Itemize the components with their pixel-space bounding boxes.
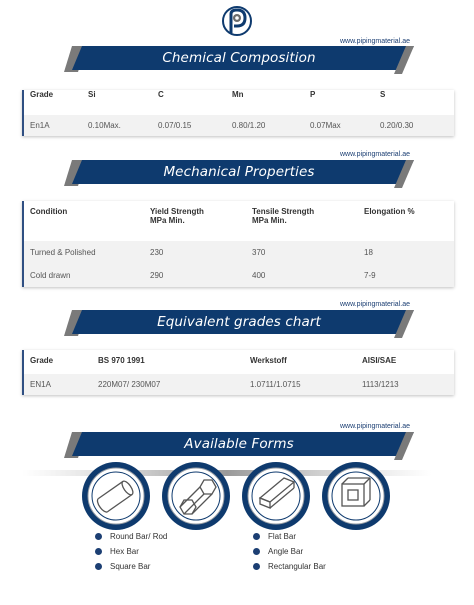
chem-header-s: S bbox=[380, 90, 386, 99]
mech-header-condition: Condition bbox=[30, 207, 68, 216]
mechanical-table bbox=[22, 201, 454, 287]
list-item: Angle Bar bbox=[253, 547, 326, 562]
website-label: www.pipingmaterial.ae bbox=[339, 38, 410, 45]
equivalent-table bbox=[22, 350, 454, 395]
table-row: Cold drawn 290 400 7-9 bbox=[24, 264, 454, 287]
chem-header-c: C bbox=[158, 90, 164, 99]
equivalent-title: Equivalent grades chart bbox=[157, 314, 321, 330]
mech-header-yield: Yield Strength MPa Min. bbox=[150, 207, 204, 225]
forms-list-right bbox=[253, 532, 326, 577]
equiv-header-werkstoff: Werkstoff bbox=[250, 356, 287, 365]
website-label: www.pipingmaterial.ae bbox=[339, 301, 410, 308]
table-row: Turned & Polished 230 370 18 bbox=[24, 241, 454, 264]
equiv-header-grade: Grade bbox=[30, 356, 54, 365]
chem-header-mn: Mn bbox=[232, 90, 244, 99]
chemical-banner bbox=[64, 46, 414, 70]
equivalent-banner bbox=[64, 310, 414, 334]
website-label: www.pipingmaterial.ae bbox=[339, 423, 410, 430]
chem-header-si: Si bbox=[88, 90, 96, 99]
square-bar-icon bbox=[322, 462, 390, 530]
list-item: Flat Bar bbox=[253, 532, 326, 547]
chemical-table bbox=[22, 90, 454, 136]
website-label: www.pipingmaterial.ae bbox=[339, 151, 410, 158]
equiv-header-aisi: AISI/SAE bbox=[362, 356, 397, 365]
logo-icon bbox=[222, 6, 252, 36]
list-item: Rectangular Bar bbox=[253, 562, 326, 577]
bullet-icon bbox=[253, 548, 260, 555]
round-bar-icon bbox=[82, 462, 150, 530]
forms-graphic bbox=[12, 462, 462, 532]
bullet-icon bbox=[95, 548, 102, 555]
forms-banner bbox=[64, 432, 414, 456]
list-item: Hex Bar bbox=[95, 547, 167, 562]
chem-header-grade: Grade bbox=[30, 90, 54, 99]
mech-header-tensile: Tensile Strength MPa Min. bbox=[252, 207, 315, 225]
forms-title: Available Forms bbox=[184, 436, 294, 452]
mechanical-banner bbox=[64, 160, 414, 184]
mechanical-title: Mechanical Properties bbox=[163, 164, 315, 180]
forms-list-left bbox=[95, 532, 167, 577]
flat-bar-icon bbox=[242, 462, 310, 530]
bullet-icon bbox=[95, 533, 102, 540]
bullet-icon bbox=[253, 533, 260, 540]
bullet-icon bbox=[95, 563, 102, 570]
list-item: Square Bar bbox=[95, 562, 167, 577]
chem-header-p: P bbox=[310, 90, 316, 99]
equiv-header-bs970: BS 970 1991 bbox=[98, 356, 145, 365]
mech-header-elongation: Elongation % bbox=[364, 207, 415, 216]
table-row: En1A 0.10Max. 0.07/0.15 0.80/1.20 0.07Max 0.20/0.30 bbox=[24, 115, 454, 136]
table-row: EN1A 220M07/ 230M07 1.0711/1.0715 1113/1213 bbox=[24, 374, 454, 395]
list-item: Round Bar/ Rod bbox=[95, 532, 167, 547]
bullet-icon bbox=[253, 563, 260, 570]
hex-bar-icon bbox=[162, 462, 230, 530]
chemical-title: Chemical Composition bbox=[162, 50, 316, 66]
